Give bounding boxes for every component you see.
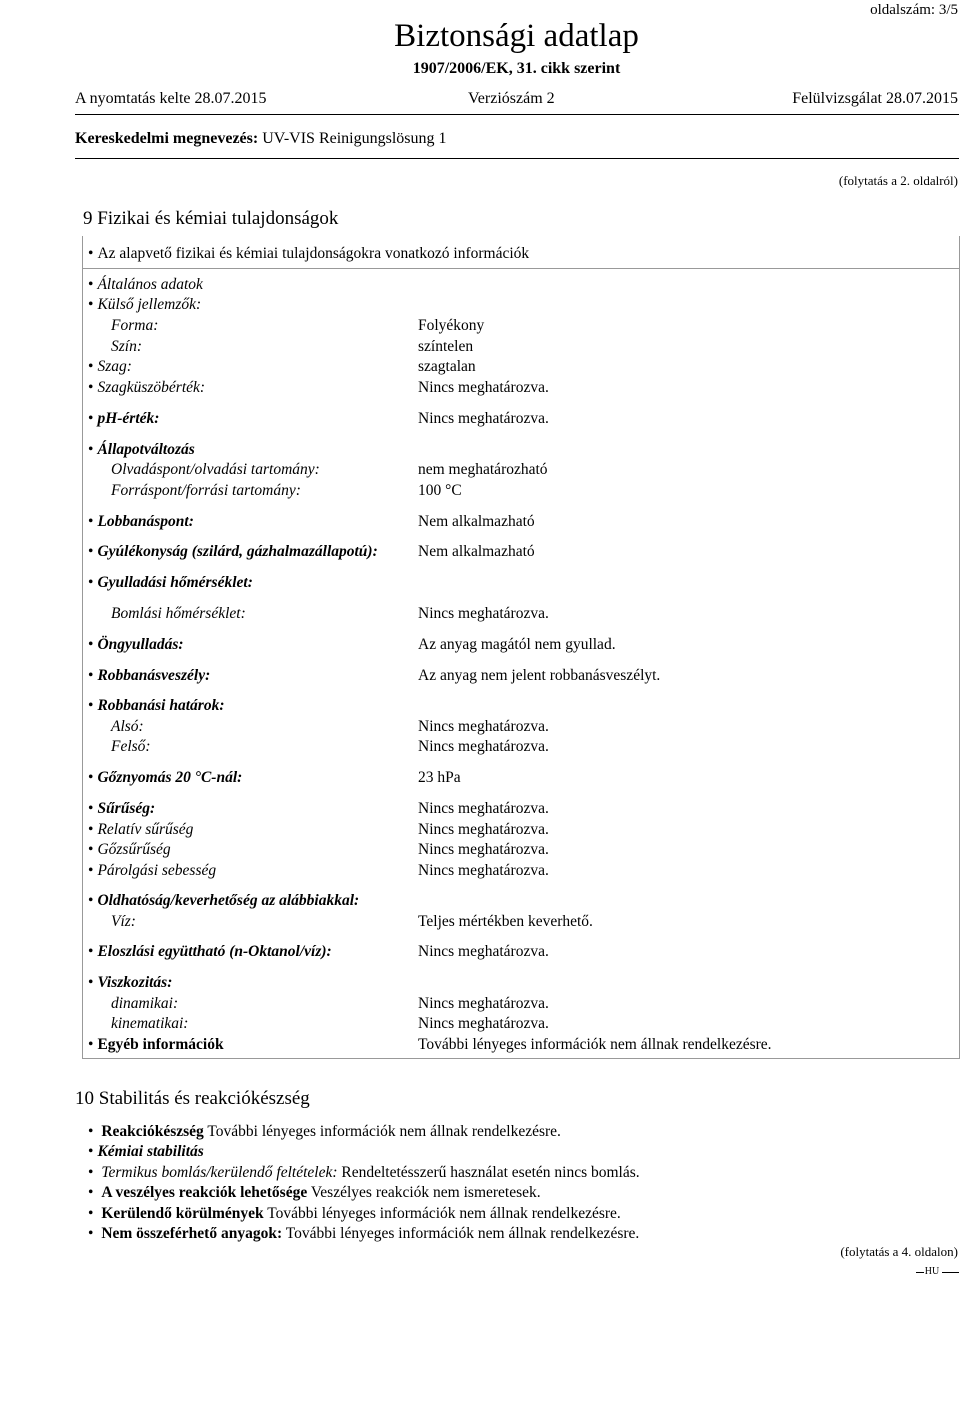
color-label: Szín:	[111, 338, 142, 355]
incompatible-value: További lényeges információk nem állnak rendelkezésre.	[285, 1225, 640, 1242]
flammability-label: • Gyúlékonyság (szilárd, gázhalmazállapotú):	[88, 543, 378, 561]
water-label: Víz:	[111, 913, 136, 930]
other-info-label: • Egyéb információk	[88, 1036, 224, 1054]
review-date: Felülvizsgálat 28.07.2015	[792, 90, 958, 107]
water-value: Teljes mértékben keverhető.	[418, 913, 593, 930]
density-label: • Sűrűség:	[88, 800, 155, 818]
ph-label: • pH-érték:	[88, 410, 159, 428]
lower-limit-value: Nincs meghatározva.	[418, 718, 549, 735]
explosion-value: Az anyag nem jelent robbanásveszélyt.	[418, 667, 661, 684]
odor-threshold-value: Nincs meghatározva.	[418, 379, 549, 396]
thermal-value: Rendeltetésszerű használat esetén nincs bomlás.	[341, 1164, 640, 1181]
continued-to: (folytatás a 4. oldalon)	[840, 1244, 958, 1259]
intro: • Az alapvető fizikai és kémiai tulajdonságokra vonatkozó információk	[88, 245, 529, 263]
hazardous-label: A veszélyes reakciók lehetősége	[101, 1184, 308, 1201]
dynamic-value: Nincs meghatározva.	[418, 995, 549, 1012]
avoid-value: További lényeges információk nem állnak rendelkezésre.	[267, 1205, 621, 1222]
header-divider	[75, 114, 959, 115]
self-ignition-label: • Öngyulladás:	[88, 636, 184, 654]
footer-line-right	[942, 1272, 959, 1273]
thermal-decomposition	[88, 1164, 640, 1182]
trade-name	[75, 130, 447, 148]
odor-threshold-label: • Szagküszöbérték:	[88, 379, 205, 397]
evaporation-label: • Párolgási sebesség	[88, 862, 216, 880]
odor-value: szagtalan	[418, 358, 476, 375]
explosion-label: • Robbanásveszély:	[88, 667, 210, 685]
incompatible-materials	[88, 1225, 639, 1243]
density-value: Nincs meghatározva.	[418, 800, 549, 817]
decomp-label: Bomlási hőmérséklet:	[111, 605, 246, 622]
section-9-title: 9 Fizikai és kémiai tulajdonságok	[83, 208, 339, 229]
page-title: Biztonsági adatlap	[394, 18, 639, 54]
vapor-pressure-label: • Gőznyomás 20 °C-nál:	[88, 769, 242, 787]
color-value: színtelen	[418, 338, 474, 355]
language-code: HU	[924, 1266, 940, 1277]
lower-limit-label: Alsó:	[111, 718, 144, 735]
avoid-label: Kerülendő körülmények	[101, 1205, 264, 1222]
print-date: A nyomtatás kelte 28.07.2015	[75, 90, 267, 107]
continued-from: (folytatás a 2. oldalról)	[838, 173, 958, 188]
kinematic-value: Nincs meghatározva.	[418, 1015, 549, 1032]
general-label: • Általános adatok	[88, 276, 203, 294]
trade-name-label: Kereskedelmi megnevezés:	[75, 130, 259, 147]
other-info-value: További lényeges információk nem állnak rendelkezésre.	[418, 1036, 772, 1053]
incompatible-label: Nem összeférhető anyagok:	[101, 1225, 283, 1242]
decomp-value: Nincs meghatározva.	[418, 605, 549, 622]
partition-label: • Eloszlási együttható (n-Oktanol/víz):	[88, 943, 332, 961]
form-value: Folyékony	[418, 317, 485, 334]
odor-label: • Szag:	[88, 358, 132, 376]
partition-value: Nincs meghatározva.	[418, 943, 549, 960]
flammability-value: Nem alkalmazható	[418, 543, 535, 560]
ignition-label: • Gyulladási hőmérséklet:	[88, 574, 253, 592]
dynamic-label: dinamikai:	[111, 995, 179, 1012]
section-10-title: 10 Stabilitás és reakciókészség	[75, 1088, 310, 1109]
reactivity-label: Reakciókészség	[101, 1123, 204, 1140]
melting-label: Olvadáspont/olvadási tartomány:	[111, 461, 320, 478]
self-ignition-value: Az anyag magától nem gyullad.	[418, 636, 616, 653]
viscosity-label: • Viszkozitás:	[88, 974, 172, 992]
upper-limit-label: Felső:	[111, 738, 151, 755]
flash-value: Nem alkalmazható	[418, 513, 535, 530]
kinematic-label: kinematikai:	[111, 1015, 189, 1032]
external-label: • Külső jellemzők:	[88, 296, 201, 314]
thermal-label: Termikus bomlás/kerülendő feltételek:	[101, 1164, 338, 1181]
trade-name-value: UV-VIS Reinigungslösung 1	[262, 130, 447, 147]
flash-label: • Lobbanáspont:	[88, 513, 194, 531]
rel-density-label: • Relatív sűrűség	[88, 821, 193, 839]
vapor-pressure-value: 23 hPa	[418, 769, 461, 786]
page-number: oldalszám: 3/5	[870, 2, 958, 18]
page-subtitle: 1907/2006/EK, 31. cikk szerint	[412, 60, 621, 77]
hazardous-value: Veszélyes reakciók nem ismeretesek.	[310, 1184, 541, 1201]
upper-limit-value: Nincs meghatározva.	[418, 738, 549, 755]
version: Verziószám 2	[468, 90, 555, 107]
boiling-label: Forráspont/forrási tartomány:	[111, 482, 301, 499]
solubility-label: • Oldhatóság/keverhetőség az alábbiakkal:	[88, 892, 359, 910]
vapor-density-value: Nincs meghatározva.	[418, 841, 549, 858]
conditions-to-avoid	[88, 1205, 621, 1223]
ph-value: Nincs meghatározva.	[418, 410, 549, 427]
rel-density-value: Nincs meghatározva.	[418, 821, 549, 838]
reactivity-value: További lényeges információk nem állnak rendelkezésre.	[207, 1123, 561, 1140]
chemical-stability: • Kémiai stabilitás	[88, 1143, 204, 1161]
melting-value: nem meghatározható	[418, 461, 548, 478]
intro-divider	[83, 268, 959, 269]
form-label: Forma:	[111, 317, 159, 334]
explosion-limits-label: • Robbanási határok:	[88, 697, 224, 715]
vapor-density-label: • Gőzsűrűség	[88, 841, 171, 859]
boiling-value: 100 °C	[418, 482, 462, 499]
evaporation-value: Nincs meghatározva.	[418, 862, 549, 879]
state-change-label: • Állapotváltozás	[88, 441, 195, 459]
hazardous-reactions	[88, 1184, 541, 1202]
trade-name-divider	[75, 158, 959, 159]
reactivity	[88, 1123, 561, 1141]
